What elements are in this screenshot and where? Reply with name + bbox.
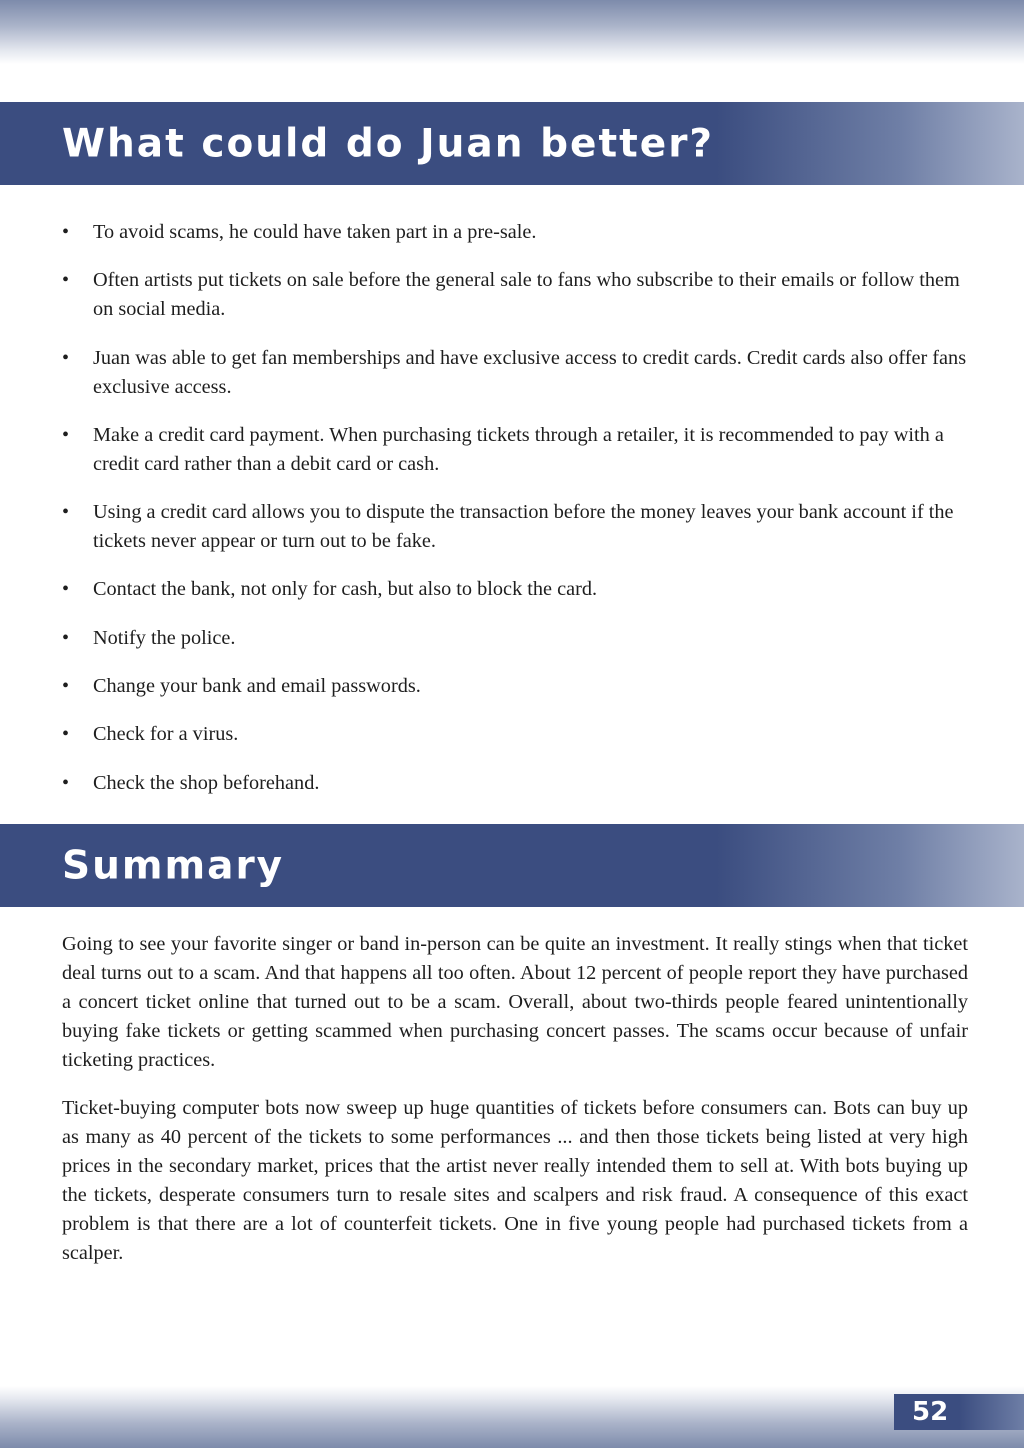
summary-paragraph: Going to see your favorite singer or band in-person can be quite an investment. It really stings when that ticket deal turns out to a scam. And that happens all too often. About 12 percent of people report they have purchased a concert ticket online that turned out to be a scam. Overall, about two-thirds people feared unintentionally buying fake tickets or getting scammed when purchasing concert passes. The scams occur because of unfair ticketing practices. [62,933,968,1071]
bullet-icon: • [62,723,70,746]
list-item-text: Notify the police. [93,626,236,649]
list-item [0,672,1024,701]
list-item-text: Make a credit card payment. When purchasing tickets through a retailer, it is recommended to pay with a credit card rather than a debit card or cash. [93,423,944,475]
section-title-summary: Summary [62,843,285,888]
list-item [0,624,1024,653]
summary-body [62,930,968,1287]
bullet-icon: • [62,578,70,601]
bullet-icon: • [62,423,70,446]
list-item [0,575,1024,604]
list-item [0,266,1024,324]
bullet-icon: • [62,771,70,794]
section-header-summary [0,824,1024,907]
bullet-icon: • [62,675,70,698]
list-item [0,498,1024,556]
list-item [0,769,1024,798]
bullet-icon: • [62,346,70,369]
bullet-icon: • [62,269,70,292]
bullet-icon: • [62,501,70,524]
list-item [0,344,1024,402]
list-item-text: Juan was able to get fan memberships and have exclusive access to credit cards. Credit cards also offer fans exclusive access. [93,346,967,398]
bullet-icon: • [62,221,70,243]
list-item-text: Using a credit card allows you to dispute the transaction before the money leaves your bank account if the tickets never appear or turn out to be fake. [93,501,954,553]
section-title-juan: What could do Juan better? [62,121,715,166]
list-item [0,720,1024,749]
list-item [0,218,1024,247]
advice-list [0,218,1024,817]
summary-paragraph: Ticket-buying computer bots now sweep up huge quantities of tickets before consumers can. Bots can buy up as many as 40 percent of the tickets to some performances ... and then those tickets being listed at very high prices in the secondary market, prices that the artist never really intended them to sell at. With bots buying up the tickets, desperate consumers turn to resale sites and scalpers and risk fraud. A consequence of this exact problem is that there are a lot of counterfeit tickets. One in five young people had purchased tickets from a scalper. [62,1097,968,1264]
list-item-text: Check the shop beforehand. [93,771,320,794]
list-item-text: Change your bank and email passwords. [93,675,421,698]
list-item-text: Often artists put tickets on sale before the general sale to fans who subscribe to their emails or follow them on social media. [93,269,960,321]
bullet-icon: • [62,626,70,649]
list-item [0,421,1024,479]
list-item-text: Check for a virus. [93,723,239,746]
top-gradient-band [0,0,1024,64]
page-number: 52 [912,1397,949,1427]
page-number-badge [894,1394,1024,1430]
bottom-gradient-band [0,1386,1024,1448]
list-item-text: Contact the bank, not only for cash, but also to block the card. [93,578,598,601]
list-item-text: To avoid scams, he could have taken part in a pre-sale. [93,221,537,243]
section-header-juan [0,102,1024,185]
